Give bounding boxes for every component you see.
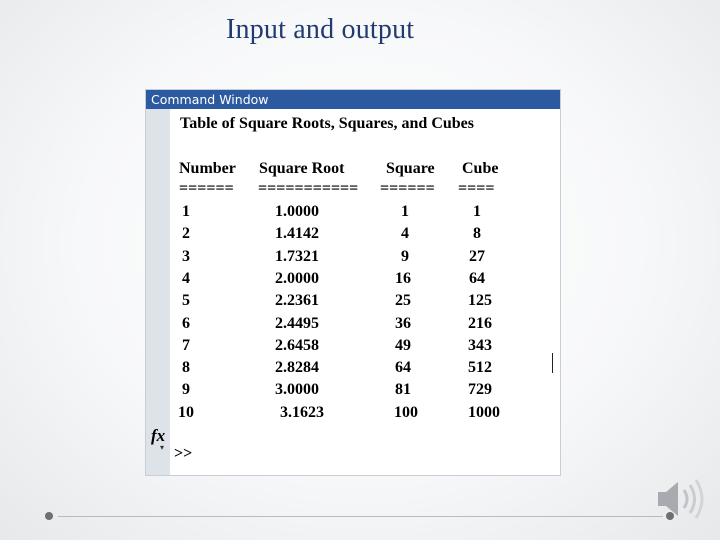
cell-number: 6	[182, 314, 190, 332]
cell-number: 1	[182, 203, 190, 220]
header-rule-square-root: ===========	[258, 180, 359, 197]
slide-footer-line	[58, 516, 663, 517]
command-window-output[interactable]	[170, 109, 560, 475]
cell-cube: 343	[468, 336, 492, 354]
cell-number: 3	[182, 247, 190, 265]
cell-square: 36	[395, 314, 411, 332]
cell-square-root: 3.1623	[280, 403, 324, 421]
cell-square: 16	[395, 269, 411, 287]
function-browser-icon[interactable]: fx	[151, 426, 166, 445]
cell-cube: 512	[468, 359, 492, 377]
header-rule-cube: ====	[458, 180, 495, 197]
header-square: Square	[386, 160, 435, 177]
command-prompt[interactable]: >>	[174, 445, 193, 462]
cell-cube: 125	[468, 292, 492, 310]
header-rule-number: ======	[179, 180, 234, 197]
text-cursor	[552, 353, 553, 373]
header-cube: Cube	[462, 160, 499, 177]
cell-square-root: 2.0000	[275, 269, 319, 287]
header-square-root: Square Root	[259, 160, 345, 177]
speaker-icon[interactable]	[654, 474, 714, 524]
command-window-gutter	[146, 109, 170, 475]
cell-cube: 64	[469, 269, 485, 287]
cell-square: 81	[395, 381, 411, 399]
cell-square: 25	[395, 292, 411, 310]
cell-square-root: 3.0000	[275, 381, 319, 399]
cell-square-root: 1.0000	[275, 203, 319, 220]
cell-square: 9	[401, 247, 409, 265]
cell-square-root: 2.6458	[275, 336, 319, 354]
cell-number: 2	[182, 225, 190, 243]
cell-number: 4	[182, 269, 190, 287]
cell-number: 7	[182, 336, 190, 354]
cell-number: 10	[178, 403, 194, 421]
command-window[interactable]	[146, 90, 560, 475]
cell-square-root: 2.8284	[275, 359, 319, 377]
function-browser-caret-icon[interactable]: ▾	[160, 443, 165, 452]
cell-square: 100	[394, 403, 418, 421]
cell-cube: 27	[469, 247, 485, 265]
nav-dot-left	[45, 512, 53, 520]
cell-cube: 1000	[468, 403, 500, 421]
cell-cube: 8	[473, 225, 481, 243]
cell-square-root: 1.4142	[275, 225, 319, 243]
cell-square-root: 1.7321	[275, 247, 319, 265]
cell-square: 49	[395, 336, 411, 354]
cell-cube: 729	[468, 381, 492, 399]
slide-title: Input and output	[226, 14, 415, 45]
header-number: Number	[179, 160, 236, 177]
cell-number: 9	[182, 381, 190, 399]
cell-number: 5	[182, 292, 190, 310]
cell-square: 64	[395, 359, 411, 377]
cell-square-root: 2.4495	[275, 314, 319, 332]
cell-square-root: 2.2361	[275, 292, 319, 310]
command-window-titlebar: Command Window	[146, 90, 560, 109]
cell-cube: 1	[473, 203, 481, 220]
table-title: Table of Square Roots, Squares, and Cubes	[180, 115, 475, 132]
cell-number: 8	[182, 359, 190, 377]
header-rule-square: ======	[380, 180, 435, 197]
cell-square: 4	[401, 225, 409, 243]
cell-square: 1	[401, 203, 409, 220]
cell-cube: 216	[468, 314, 492, 332]
